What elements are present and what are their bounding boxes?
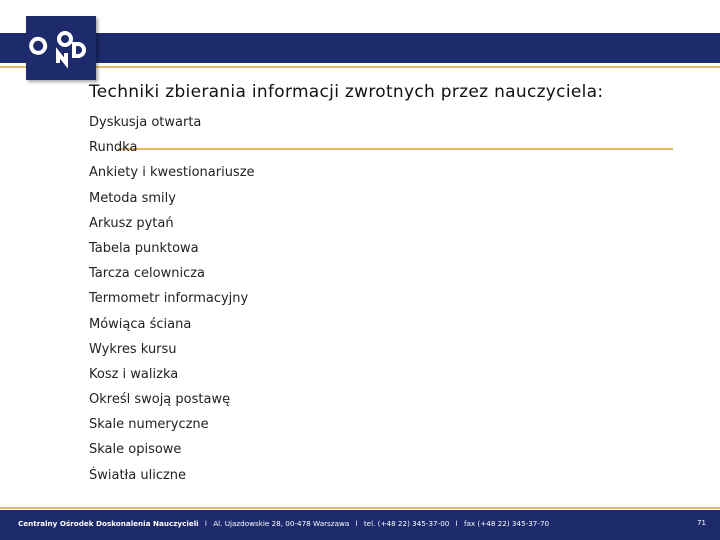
footer-accent-line [0, 507, 720, 509]
list-item: Rundka [89, 140, 138, 156]
footer-organization: Centralny Ośrodek Doskonalenia Nauczycieli [18, 519, 199, 528]
list-item: Mówiąca ściana [89, 316, 192, 332]
list-item: Kosz i walizka [89, 366, 179, 382]
codn-logo-icon [26, 16, 96, 80]
list-item: Skale opisowe [89, 442, 182, 458]
list-item: Tarcza celownicza [89, 266, 206, 282]
list-item: Ankiety i kwestionariusze [89, 165, 255, 181]
list-item: Metoda smily [89, 190, 176, 206]
list-item: Skale numeryczne [89, 417, 209, 433]
technique-list [89, 110, 255, 488]
list-item: Tabela punktowa [89, 240, 199, 256]
page-number: 71 [697, 519, 706, 527]
footer-separator: l [204, 519, 207, 528]
header-accent-line [0, 66, 720, 68]
list-item: Określ swoją postawę [89, 392, 231, 408]
footer-address: Al. Ujazdowskie 28, 00-478 Warszawa [213, 519, 350, 528]
header-bar [0, 33, 720, 63]
footer-text [18, 519, 549, 528]
footer-separator: l [455, 519, 458, 528]
list-item: Arkusz pytań [89, 215, 174, 231]
footer-separator: l [355, 519, 358, 528]
footer-phone: tel. (+48 22) 345-37-00 [363, 519, 450, 528]
list-item: Dyskusja otwarta [89, 115, 202, 130]
footer-fax: fax (+48 22) 345-37-70 [463, 519, 550, 528]
slide-title: Techniki zbierania informacji zwrotnych przez nauczyciela: [89, 82, 604, 102]
list-item: Wykres kursu [89, 341, 177, 357]
list-item: Światła uliczne [89, 467, 187, 483]
list-item: Termometr informacyjny [89, 291, 249, 307]
